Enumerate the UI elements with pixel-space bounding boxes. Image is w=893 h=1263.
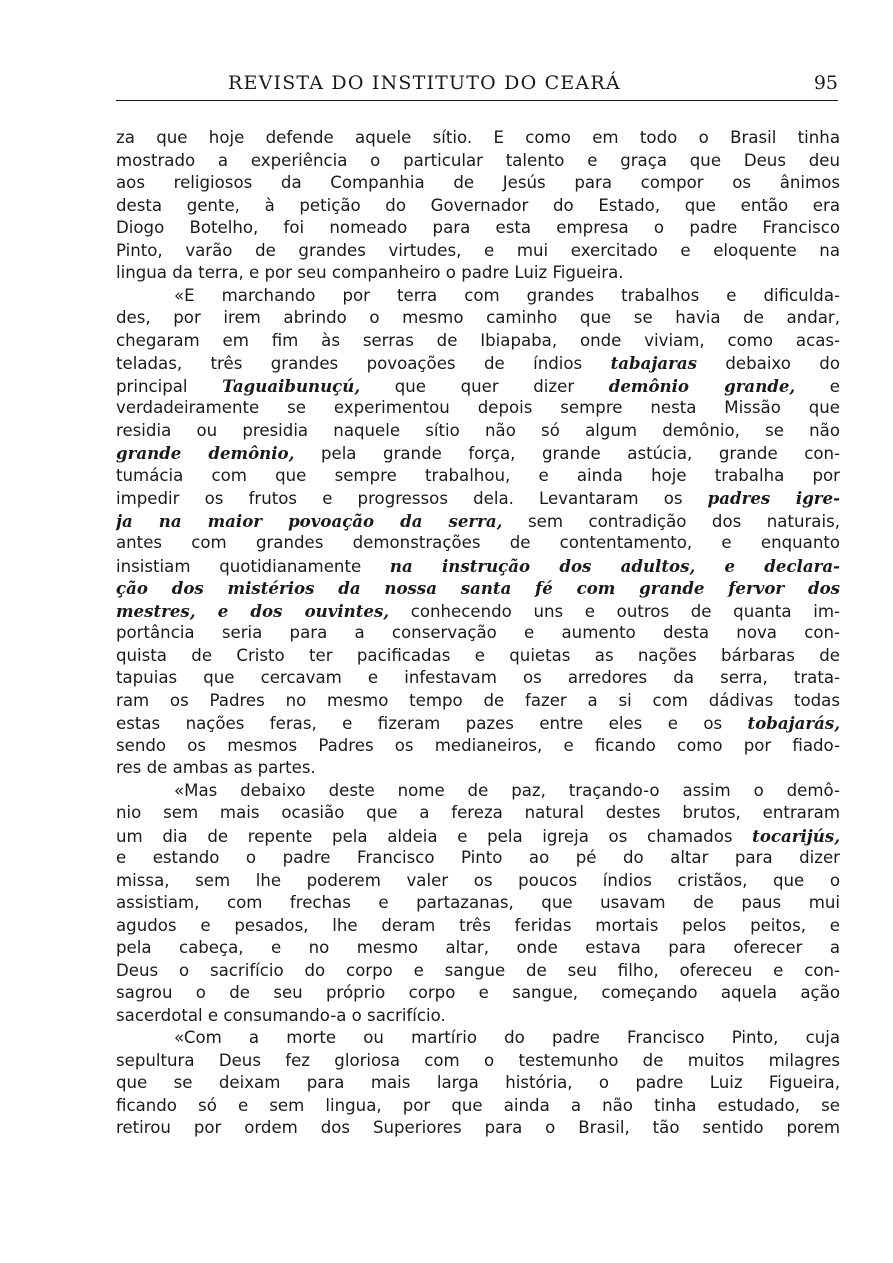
text-line bbox=[116, 667, 840, 690]
text-line bbox=[116, 307, 840, 330]
emphasized-text: tocarijús, bbox=[752, 825, 840, 846]
text-segment: sendo os mesmos Padres os medianeiros, e ficando como por fiado- bbox=[116, 735, 840, 755]
running-header bbox=[116, 72, 838, 100]
text-line bbox=[116, 240, 840, 263]
text-line bbox=[116, 757, 840, 780]
text-line bbox=[116, 1005, 840, 1028]
text-segment: sacerdotal e consumando-a o sacrifício. bbox=[116, 1005, 446, 1025]
emphasized-text: grande demônio, bbox=[116, 443, 295, 463]
text-segment: res de ambas as partes. bbox=[116, 758, 316, 777]
text-line bbox=[116, 172, 840, 195]
text-segment: sepultura Deus fez gloriosa com o testemunho de muitos milagres bbox=[116, 1050, 840, 1070]
text-line bbox=[116, 1072, 840, 1095]
text-line bbox=[116, 780, 840, 803]
emphasized-text: tabajaras bbox=[610, 353, 697, 373]
text-line bbox=[116, 465, 840, 488]
text-segment: Diogo Botelho, foi nomeado para esta empresa o padre Francisco bbox=[116, 218, 840, 237]
text-line bbox=[116, 937, 840, 960]
text-line bbox=[116, 375, 840, 398]
text-segment: agudos e pesados, lhe deram três feridas mortais pelos peitos, e bbox=[116, 915, 840, 935]
text-line bbox=[116, 1050, 840, 1073]
emphasized-text: mestres, e dos ouvintes, bbox=[116, 600, 390, 621]
text-line bbox=[116, 442, 840, 465]
journal-title: REVISTA DO INSTITUTO DO CEARÁ bbox=[228, 72, 621, 94]
text-segment: quista de Cristo ter pacificadas e quietas as nações bárbaras de bbox=[116, 645, 840, 665]
text-segment: assistiam, com frechas e partazanas, que usavam de paus mui bbox=[116, 893, 840, 912]
text-line bbox=[116, 577, 840, 600]
text-segment: tapuias que cercavam e infestavam os arredores da serra, trata- bbox=[116, 668, 840, 687]
text-segment: insistiam quotidianamente bbox=[116, 556, 390, 576]
text-segment: nio sem mais ocasião que a fereza natural destes brutos, entraram bbox=[116, 803, 840, 822]
text-line bbox=[116, 712, 840, 735]
emphasized-text: tobajarás, bbox=[747, 713, 840, 733]
text-segment: que se deixam para mais larga história, o padre Luiz Figueira, bbox=[116, 1073, 840, 1092]
text-line bbox=[116, 195, 840, 218]
text-line bbox=[116, 532, 840, 555]
text-segment: impedir os frutos e progressos dela. Levantaram os bbox=[116, 489, 708, 508]
text-segment: conhecendo uns e outros de quanta im- bbox=[389, 601, 840, 621]
emphasized-text: Taguaibunuçú, bbox=[222, 375, 361, 396]
text-line bbox=[116, 150, 840, 173]
text-segment: ram os Padres no mesmo tempo de fazer a si com dádivas todas bbox=[116, 690, 840, 710]
text-line bbox=[116, 735, 840, 758]
text-segment: teladas, três grandes povoações de índios bbox=[116, 354, 611, 373]
text-segment: pela grande força, grande astúcia, grande con- bbox=[294, 444, 840, 463]
text-line bbox=[116, 420, 840, 443]
text-segment: portância seria para a conservação e aumento desta nova con- bbox=[116, 623, 840, 642]
text-line bbox=[116, 1117, 840, 1140]
text-segment: desta gente, à petição do Governador do Estado, que então era bbox=[116, 195, 840, 215]
text-line bbox=[116, 1027, 840, 1050]
text-line bbox=[116, 555, 840, 578]
text-line bbox=[116, 397, 840, 420]
text-line bbox=[116, 285, 840, 308]
emphasized-text: padres igre- bbox=[707, 488, 840, 508]
text-line bbox=[116, 802, 840, 825]
text-segment: mostrado a experiência o particular talento e graça que Deus deu bbox=[116, 150, 840, 170]
text-segment: tumácia com que sempre trabalhou, e ainda hoje trabalha por bbox=[116, 465, 840, 485]
text-segment: e estando o padre Francisco Pinto ao pé do altar para dizer bbox=[116, 848, 840, 867]
emphasized-text: demônio grande, bbox=[608, 375, 796, 396]
text-line bbox=[116, 510, 840, 533]
text-segment: sagrou o de seu próprio corpo e sangue, começando aquela ação bbox=[116, 983, 840, 1002]
text-segment: «Com a morte ou martírio do padre Francisco Pinto, cuja bbox=[174, 1028, 840, 1047]
page-number: 95 bbox=[813, 72, 838, 94]
text-segment: um dia de repente pela aldeia e pela igreja os chamados bbox=[116, 826, 753, 846]
text-segment: pela cabeça, e no mesmo altar, onde estava para oferecer a bbox=[116, 938, 840, 957]
text-segment: sem contradição dos naturais, bbox=[502, 511, 840, 531]
text-segment: que quer dizer bbox=[360, 376, 609, 396]
text-segment: chegaram em fim às serras de Ibiapaba, onde viviam, como acas- bbox=[116, 330, 840, 350]
text-line bbox=[116, 622, 840, 645]
text-line bbox=[116, 645, 840, 668]
text-segment: «Mas debaixo deste nome de paz, traçando-o assim o demô- bbox=[174, 780, 840, 800]
text-segment: e bbox=[795, 376, 840, 396]
emphasized-text: ja na maior povoação da serra, bbox=[116, 510, 503, 531]
text-segment: missa, sem lhe poderem valer os poucos índios cristãos, que o bbox=[116, 870, 840, 890]
text-line bbox=[116, 217, 840, 240]
emphasized-text: na instrução dos adultos, e declara- bbox=[389, 555, 840, 576]
text-line bbox=[116, 892, 840, 915]
text-line bbox=[116, 330, 840, 353]
text-line bbox=[116, 127, 840, 150]
text-line bbox=[116, 600, 840, 623]
text-segment: estas nações feras, e fizeram pazes entre eles e os bbox=[116, 714, 748, 733]
text-line bbox=[116, 982, 840, 1005]
text-segment: debaixo do bbox=[696, 354, 840, 373]
text-segment: «E marchando por terra com grandes trabalhos e dificulda- bbox=[174, 285, 840, 305]
text-line bbox=[116, 915, 840, 938]
text-segment: Deus o sacrifício do corpo e sangue de seu filho, ofereceu e con- bbox=[116, 960, 840, 980]
text-line bbox=[116, 847, 840, 870]
text-segment: aos religiosos da Companhia de Jesús para compor os ânimos bbox=[116, 173, 840, 192]
text-line bbox=[116, 262, 840, 285]
text-segment: residia ou presidia naquele sítio não só algum demônio, se não bbox=[116, 420, 840, 440]
text-line bbox=[116, 825, 840, 848]
text-segment: principal bbox=[116, 376, 223, 396]
text-line bbox=[116, 690, 840, 713]
text-line bbox=[116, 487, 840, 510]
text-segment: ficando só e sem lingua, por que ainda a não tinha estudado, se bbox=[116, 1095, 840, 1115]
text-segment: lingua da terra, e por seu companheiro o padre Luiz Figueira. bbox=[116, 263, 624, 282]
text-segment: retirou por ordem dos Superiores para o Brasil, tão sentido porem bbox=[116, 1118, 840, 1137]
body-text bbox=[116, 127, 840, 1140]
header-rule bbox=[116, 100, 838, 101]
text-line bbox=[116, 870, 840, 893]
text-line bbox=[116, 352, 840, 375]
text-segment: za que hoje defende aquele sítio. E como em todo o Brasil tinha bbox=[116, 128, 840, 147]
text-segment: verdadeiramente se experimentou depois sempre nesta Missão que bbox=[116, 398, 840, 417]
text-segment: des, por irem abrindo o mesmo caminho que se havia de andar, bbox=[116, 308, 840, 327]
text-segment: Pinto, varão de grandes virtudes, e mui exercitado e eloquente na bbox=[116, 240, 840, 260]
emphasized-text: ção dos mistérios da nossa santa fé com grande fervor dos bbox=[116, 578, 840, 598]
text-line bbox=[116, 1095, 840, 1118]
text-line bbox=[116, 960, 840, 983]
text-segment: antes com grandes demonstrações de contentamento, e enquanto bbox=[116, 533, 840, 552]
